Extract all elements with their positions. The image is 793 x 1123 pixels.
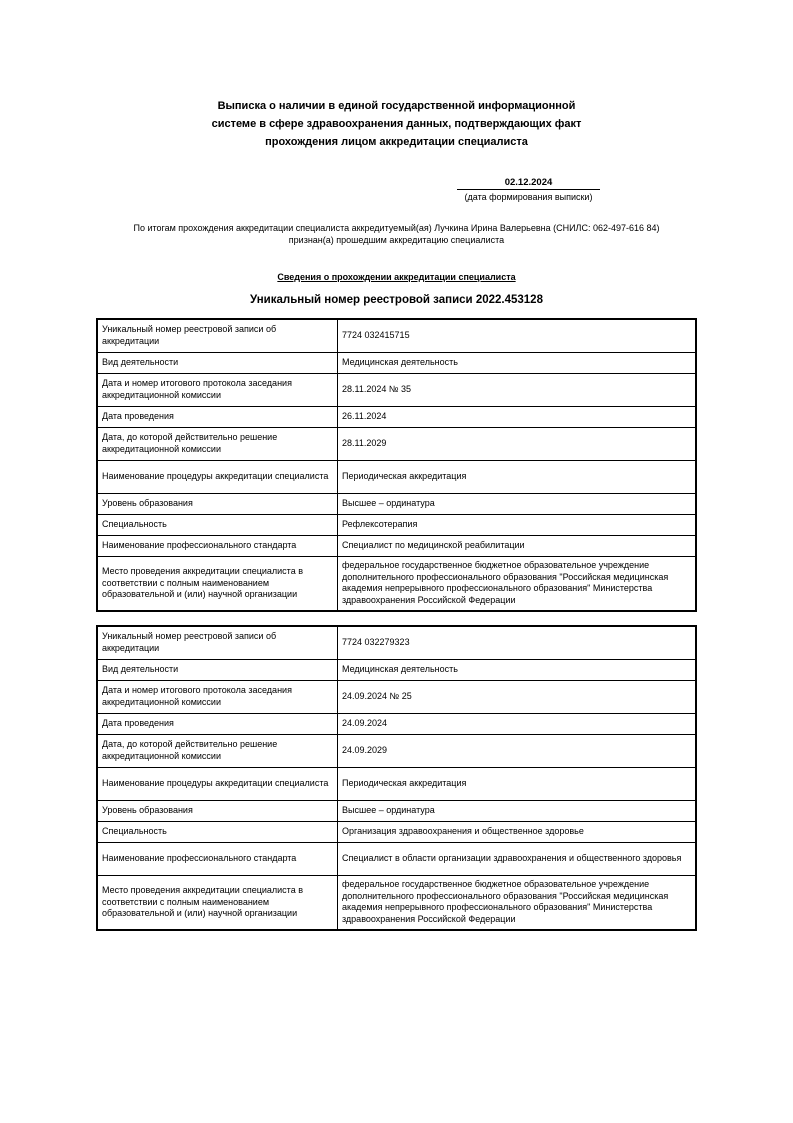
table-row xyxy=(97,800,696,821)
row-value: 7724 032279323 xyxy=(338,626,697,659)
table-row xyxy=(97,406,696,427)
row-label: Место проведения аккредитации специалиста в соответствии с полным наименованием образовательной и (или) научной организации xyxy=(97,875,338,930)
row-value: Медицинская деятельность xyxy=(338,659,697,680)
table-row xyxy=(97,713,696,734)
table-row xyxy=(97,767,696,800)
table-row xyxy=(97,842,696,875)
row-label: Дата проведения xyxy=(97,713,338,734)
row-label: Специальность xyxy=(97,821,338,842)
table-row xyxy=(97,373,696,406)
row-value: 7724 032415715 xyxy=(338,319,697,352)
row-label: Вид деятельности xyxy=(97,659,338,680)
row-value: 28.11.2029 xyxy=(338,427,697,460)
row-value: Организация здравоохранения и общественное здоровье xyxy=(338,821,697,842)
title-line: прохождения лицом аккредитации специалиста xyxy=(265,136,528,148)
table-row xyxy=(97,319,696,352)
row-value: федеральное государственное бюджетное образовательное учреждение дополнительного профессионального образования "Российская медицинская академия непрерывного профессионального образования" Министерства здравоохранения Российской Федерации xyxy=(338,875,697,930)
table-row xyxy=(97,821,696,842)
row-value: Специалист по медицинской реабилитации xyxy=(338,535,697,556)
row-value: Высшее – ординатура xyxy=(338,493,697,514)
row-label: Уникальный номер реестровой записи об аккредитации xyxy=(97,319,338,352)
table-row xyxy=(97,493,696,514)
row-value: 24.09.2024 № 25 xyxy=(338,680,697,713)
table-row xyxy=(97,875,696,930)
table-row xyxy=(97,556,696,611)
table-row xyxy=(97,352,696,373)
table-row xyxy=(97,514,696,535)
row-value: федеральное государственное бюджетное образовательное учреждение дополнительного профессионального образования "Российская медицинская академия непрерывного профессионального образования" Министерства здравоохранения Российской Федерации xyxy=(338,556,697,611)
row-label: Специальность xyxy=(97,514,338,535)
row-value: Периодическая аккредитация xyxy=(338,767,697,800)
row-label: Уровень образования xyxy=(97,800,338,821)
generation-date-block xyxy=(457,177,600,203)
row-label: Дата, до которой действительно решение аккредитационной комиссии xyxy=(97,427,338,460)
row-value: 24.09.2029 xyxy=(338,734,697,767)
row-label: Дата и номер итогового протокола заседания аккредитационной комиссии xyxy=(97,680,338,713)
generation-date-caption: (дата формирования выписки) xyxy=(464,192,593,202)
accreditation-record-table-2 xyxy=(96,625,697,931)
row-label: Дата и номер итогового протокола заседания аккредитационной комиссии xyxy=(97,373,338,406)
title-line: Выписка о наличии в единой государственной информационной xyxy=(217,100,576,112)
row-value: Медицинская деятельность xyxy=(338,352,697,373)
intro-line: признан(а) прошедшим аккредитацию специалиста xyxy=(288,235,505,245)
row-label: Дата, до которой действительно решение аккредитационной комиссии xyxy=(97,734,338,767)
row-value: 26.11.2024 xyxy=(338,406,697,427)
row-value: Специалист в области организации здравоохранения и общественного здоровья xyxy=(338,842,697,875)
accreditation-record-table-1 xyxy=(96,318,697,612)
section-title: Сведения о прохождении аккредитации специалиста xyxy=(277,272,516,282)
row-label: Место проведения аккредитации специалиста в соответствии с полным наименованием образовательной и (или) научной организации xyxy=(97,556,338,611)
row-label: Вид деятельности xyxy=(97,352,338,373)
table-row xyxy=(97,535,696,556)
row-label: Уровень образования xyxy=(97,493,338,514)
table-row xyxy=(97,680,696,713)
table-row xyxy=(97,427,696,460)
row-label: Наименование профессионального стандарта xyxy=(97,842,338,875)
row-label: Наименование процедуры аккредитации специалиста xyxy=(97,767,338,800)
row-value: 28.11.2024 № 35 xyxy=(338,373,697,406)
intro-text xyxy=(96,222,697,246)
registry-record-number: Уникальный номер реестровой записи 2022.453128 xyxy=(250,294,543,306)
row-label: Наименование процедуры аккредитации специалиста xyxy=(97,460,338,493)
row-value: Высшее – ординатура xyxy=(338,800,697,821)
row-label: Наименование профессионального стандарта xyxy=(97,535,338,556)
row-label: Дата проведения xyxy=(97,406,338,427)
table-row xyxy=(97,626,696,659)
intro-line: По итогам прохождения аккредитации специалиста аккредитуемый(ая) Лучкина Ирина Валерьевна (СНИЛС: 062-497-616 84) xyxy=(133,223,660,233)
table-row xyxy=(97,734,696,767)
row-label: Уникальный номер реестровой записи об аккредитации xyxy=(97,626,338,659)
generation-date: 02.12.2024 xyxy=(457,177,600,190)
table-row xyxy=(97,659,696,680)
document-title xyxy=(150,97,643,151)
row-value: Периодическая аккредитация xyxy=(338,460,697,493)
row-value: 24.09.2024 xyxy=(338,713,697,734)
title-line: системе в сфере здравоохранения данных, подтверждающих факт xyxy=(211,118,582,130)
table-row xyxy=(97,460,696,493)
row-value: Рефлексотерапия xyxy=(338,514,697,535)
